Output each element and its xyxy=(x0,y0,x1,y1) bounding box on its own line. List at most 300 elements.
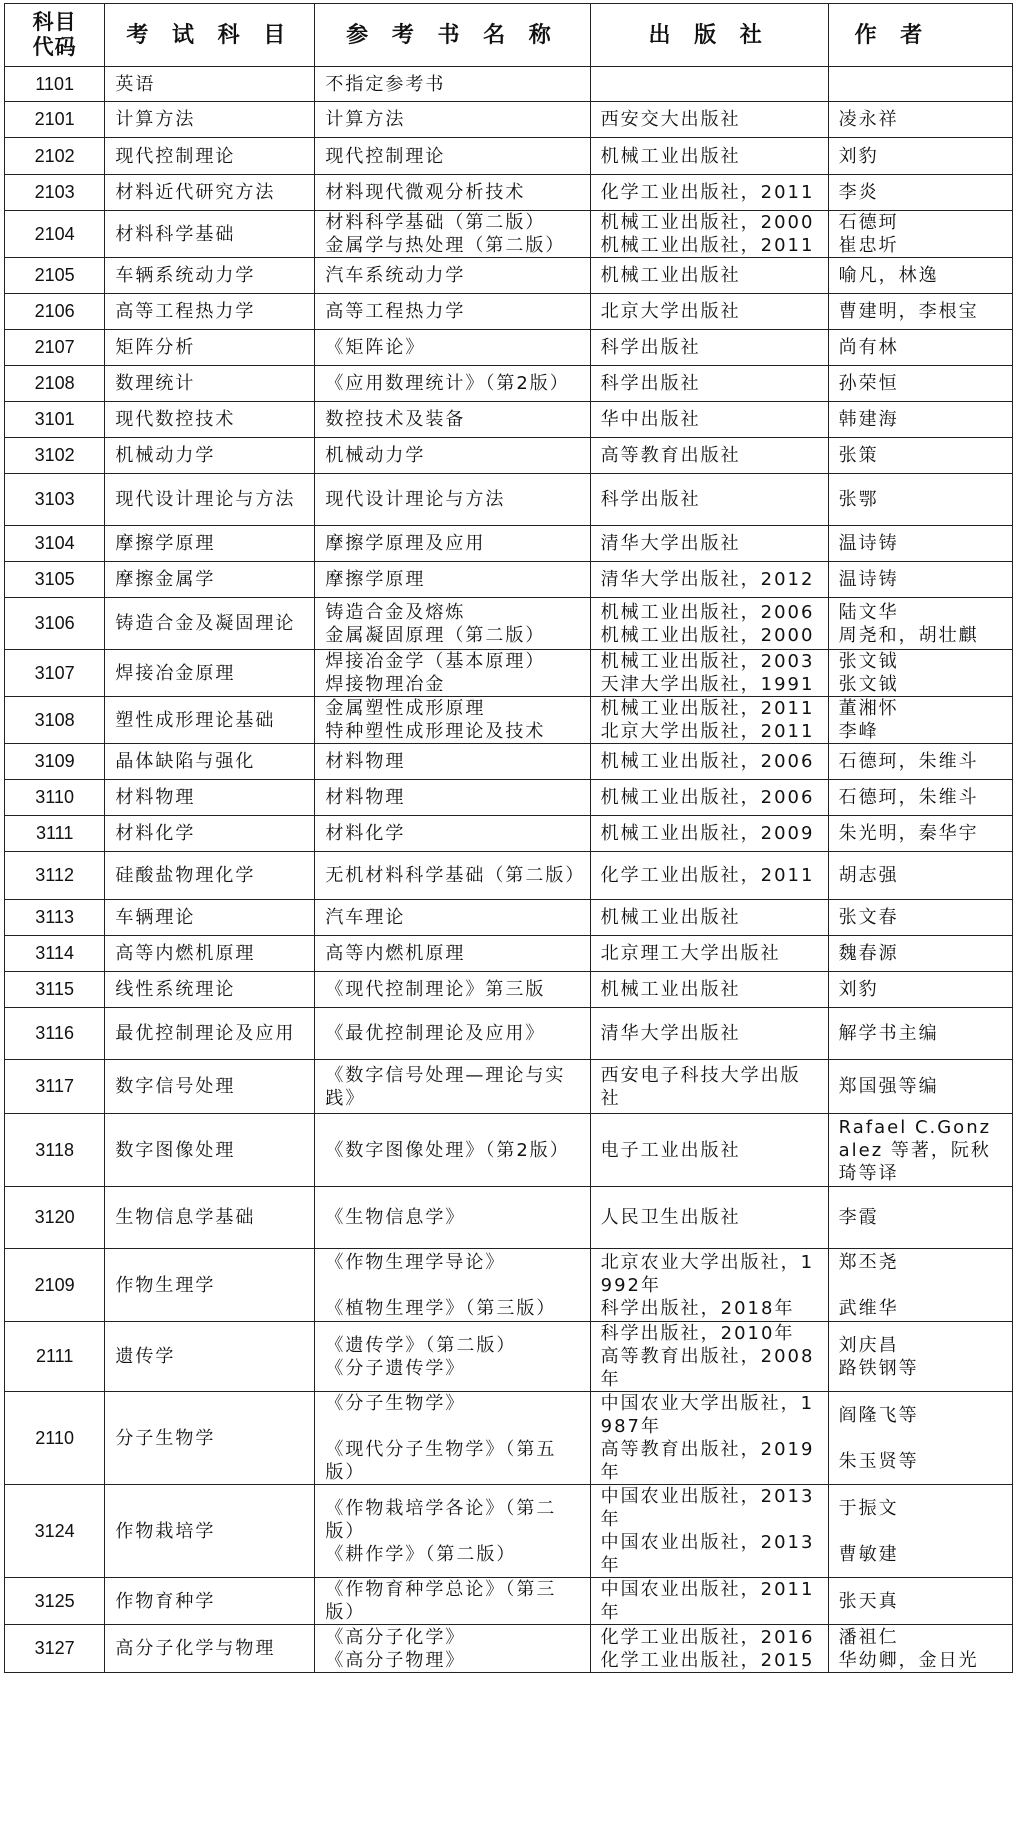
cell-author xyxy=(828,1485,1012,1578)
cell-code xyxy=(5,1392,105,1485)
cell-publisher xyxy=(590,900,828,936)
cell-code-text: 3104 xyxy=(34,533,75,553)
cell-publisher-text: 人民卫生出版社 xyxy=(600,1207,741,1228)
cell-code xyxy=(5,598,105,650)
cell-subject xyxy=(105,936,315,972)
cell-code-text: 2108 xyxy=(34,373,75,393)
table-row xyxy=(5,138,1013,175)
cell-publisher xyxy=(590,1249,828,1322)
cell-book-text: 金属塑性成形原理 特种塑性成形理论及技术 xyxy=(325,698,546,742)
cell-author xyxy=(828,102,1012,138)
cell-author xyxy=(828,438,1012,474)
cell-author-text: 张文钺 张文钺 xyxy=(838,651,899,695)
table-row xyxy=(5,294,1013,330)
header-publisher: 出 版 社 xyxy=(590,4,828,67)
cell-code-text: 2110 xyxy=(35,1427,75,1448)
cell-book xyxy=(315,1392,590,1485)
cell-subject-text: 材料科学基础 xyxy=(115,223,236,245)
cell-author xyxy=(828,402,1012,438)
cell-author-text: 温诗铸 xyxy=(838,533,899,554)
cell-book xyxy=(315,294,590,330)
cell-book-text: 《矩阵论》 xyxy=(325,337,426,358)
cell-code xyxy=(5,1008,105,1060)
cell-code-text: 3108 xyxy=(34,709,75,730)
table-row xyxy=(5,900,1013,936)
cell-publisher xyxy=(590,1008,828,1060)
cell-subject xyxy=(105,258,315,294)
cell-book xyxy=(315,697,590,744)
table-row xyxy=(5,697,1013,744)
cell-author xyxy=(828,852,1012,900)
cell-code xyxy=(5,852,105,900)
cell-code xyxy=(5,102,105,138)
cell-publisher xyxy=(590,330,828,366)
cell-book xyxy=(315,972,590,1008)
cell-subject-text: 现代数控技术 xyxy=(115,409,236,430)
cell-code-text: 3116 xyxy=(35,1023,75,1043)
cell-author xyxy=(828,780,1012,816)
cell-book-text: 《最优控制理论及应用》 xyxy=(325,1023,546,1044)
cell-code xyxy=(5,438,105,474)
header-row xyxy=(5,4,1013,67)
cell-subject-text: 数字图像处理 xyxy=(115,1139,236,1161)
cell-author-text: 刘豹 xyxy=(838,145,879,167)
cell-book-text: 《生物信息学》 xyxy=(325,1207,466,1228)
cell-code xyxy=(5,650,105,697)
cell-publisher-text: 清华大学出版社 xyxy=(600,533,741,554)
cell-code-text: 3127 xyxy=(34,1638,75,1658)
table-row xyxy=(5,1060,1013,1114)
cell-code xyxy=(5,1060,105,1114)
cell-author-text: Rafael C.Gonzalez 等著，阮秋琦等译 xyxy=(838,1116,992,1184)
cell-subject xyxy=(105,598,315,650)
cell-subject xyxy=(105,562,315,598)
cell-book-text: 汽车系统动力学 xyxy=(325,265,466,286)
cell-code-text: 3125 xyxy=(34,1590,75,1611)
reference-book-table xyxy=(4,3,1013,1673)
cell-code xyxy=(5,1485,105,1578)
cell-subject-text: 遗传学 xyxy=(115,1346,176,1367)
cell-book xyxy=(315,562,590,598)
cell-book xyxy=(315,1114,590,1187)
cell-author-text: 张策 xyxy=(838,445,879,466)
cell-publisher xyxy=(590,258,828,294)
cell-book xyxy=(315,780,590,816)
cell-publisher xyxy=(590,816,828,852)
cell-code xyxy=(5,258,105,294)
cell-publisher-text: 机械工业出版社，2000 机械工业出版社，2011 xyxy=(600,212,815,256)
cell-publisher-text: 化学工业出版社，2011 xyxy=(600,182,815,203)
cell-subject xyxy=(105,211,315,258)
cell-subject xyxy=(105,1187,315,1249)
cell-book xyxy=(315,211,590,258)
cell-author-text: 石德珂，朱维斗 xyxy=(838,751,979,772)
cell-author xyxy=(828,211,1012,258)
cell-author-text: 解学书主编 xyxy=(838,1023,939,1044)
cell-author-text: 张鄂 xyxy=(838,489,879,510)
cell-publisher xyxy=(590,1625,828,1673)
cell-subject-text: 材料物理 xyxy=(115,787,196,808)
cell-book-text: 数控技术及装备 xyxy=(325,409,466,430)
cell-publisher xyxy=(590,1060,828,1114)
cell-book-text: 《分子生物学》 《现代分子生物学》（第五版） xyxy=(325,1393,557,1483)
cell-book xyxy=(315,1060,590,1114)
cell-author-text: 李霞 xyxy=(838,1207,879,1228)
cell-publisher-text: 中国农业出版社，2013年 中国农业出版社，2013年 xyxy=(600,1486,815,1576)
cell-publisher xyxy=(590,67,828,102)
cell-subject xyxy=(105,366,315,402)
cell-subject-text: 车辆系统动力学 xyxy=(115,265,256,286)
cell-author xyxy=(828,1114,1012,1187)
cell-publisher-text: 科学出版社 xyxy=(600,489,701,510)
header-subject: 考 试 科 目 xyxy=(105,4,315,67)
cell-code xyxy=(5,1187,105,1249)
table-row xyxy=(5,562,1013,598)
cell-code-text: 3109 xyxy=(34,751,75,771)
cell-author-text: 刘庆昌 路铁钢等 xyxy=(838,1334,919,1379)
cell-code xyxy=(5,900,105,936)
cell-publisher-text: 机械工业出版社，2006 xyxy=(600,751,815,772)
cell-code xyxy=(5,816,105,852)
table-row xyxy=(5,1322,1013,1392)
cell-subject-text: 计算方法 xyxy=(115,109,196,130)
cell-code-text: 3107 xyxy=(34,662,75,683)
cell-author xyxy=(828,598,1012,650)
cell-author xyxy=(828,1392,1012,1485)
table-row xyxy=(5,852,1013,900)
cell-code xyxy=(5,1625,105,1673)
cell-subject-text: 塑性成形理论基础 xyxy=(115,709,276,731)
cell-code xyxy=(5,562,105,598)
cell-subject xyxy=(105,102,315,138)
cell-subject-text: 分子生物学 xyxy=(115,1427,216,1449)
cell-book-text: 现代设计理论与方法 xyxy=(325,489,506,510)
cell-subject-text: 摩擦金属学 xyxy=(115,569,216,590)
table-row xyxy=(5,1249,1013,1322)
cell-code-text: 3115 xyxy=(35,979,75,999)
cell-publisher-text: 中国农业出版社，2011年 xyxy=(600,1579,815,1623)
cell-publisher-text: 机械工业出版社，2006 机械工业出版社，2000 xyxy=(600,601,815,646)
cell-publisher xyxy=(590,936,828,972)
cell-book xyxy=(315,1485,590,1578)
cell-publisher-text: 西安电子科技大学出版社 xyxy=(600,1064,801,1109)
cell-publisher xyxy=(590,1187,828,1249)
cell-publisher xyxy=(590,650,828,697)
cell-book-text: 不指定参考书 xyxy=(325,73,446,95)
cell-subject-text: 材料近代研究方法 xyxy=(115,182,276,203)
header-book: 参 考 书 名 称 xyxy=(315,4,590,67)
cell-book xyxy=(315,526,590,562)
cell-book-text: 无机材料科学基础（第二版） xyxy=(325,865,586,886)
table-row xyxy=(5,402,1013,438)
cell-book-text: 《数字信号处理—理论与实践》 xyxy=(325,1064,566,1109)
cell-author xyxy=(828,972,1012,1008)
table-row xyxy=(5,1392,1013,1485)
cell-code xyxy=(5,1114,105,1187)
cell-author-text: 魏春源 xyxy=(838,943,899,964)
cell-book xyxy=(315,175,590,211)
cell-publisher-text: 化学工业出版社，2011 xyxy=(600,865,815,886)
cell-code-text: 3113 xyxy=(35,907,75,927)
table-row xyxy=(5,598,1013,650)
cell-publisher-text: 科学出版社 xyxy=(600,373,701,394)
cell-author xyxy=(828,258,1012,294)
cell-subject xyxy=(105,816,315,852)
cell-subject-text: 材料化学 xyxy=(115,823,196,844)
cell-book-text: 材料化学 xyxy=(325,823,406,844)
cell-publisher-text: 科学出版社，2010年 高等教育出版社，2008年 xyxy=(600,1323,815,1390)
cell-author-text: 胡志强 xyxy=(838,865,899,886)
table-row xyxy=(5,1485,1013,1578)
cell-subject xyxy=(105,900,315,936)
cell-author xyxy=(828,1322,1012,1392)
cell-code-text: 3124 xyxy=(34,1520,75,1541)
table-row xyxy=(5,816,1013,852)
table-row xyxy=(5,474,1013,526)
cell-author-text: 郑丕尧 武维华 xyxy=(838,1251,899,1319)
cell-code xyxy=(5,211,105,258)
cell-publisher-text: 机械工业出版社 xyxy=(600,907,741,928)
cell-publisher-text: 北京农业大学出版社，1992年 科学出版社，2018年 xyxy=(600,1251,815,1319)
table-body xyxy=(5,67,1013,1673)
cell-book xyxy=(315,1008,590,1060)
cell-subject xyxy=(105,1060,315,1114)
cell-code-text: 3106 xyxy=(34,613,75,633)
cell-code xyxy=(5,138,105,175)
cell-subject-text: 现代控制理论 xyxy=(115,145,236,167)
cell-book-text: 《遗传学》（第二版） 《分子遗传学》 xyxy=(325,1334,517,1379)
cell-book-text: 《数字图像处理》（第2版） xyxy=(325,1139,570,1161)
cell-subject-text: 作物生理学 xyxy=(115,1274,216,1296)
cell-subject xyxy=(105,294,315,330)
table-row xyxy=(5,102,1013,138)
cell-book xyxy=(315,816,590,852)
cell-book xyxy=(315,852,590,900)
cell-publisher-text: 北京理工大学出版社 xyxy=(600,943,781,964)
cell-book xyxy=(315,1322,590,1392)
cell-author xyxy=(828,816,1012,852)
cell-publisher-text: 机械工业出版社 xyxy=(600,265,741,286)
cell-book xyxy=(315,366,590,402)
cell-publisher xyxy=(590,438,828,474)
cell-publisher-text: 清华大学出版社 xyxy=(600,1023,741,1044)
cell-subject-text: 高等工程热力学 xyxy=(115,301,256,322)
cell-author-text: 朱光明，秦华宇 xyxy=(838,823,979,844)
table-row xyxy=(5,1187,1013,1249)
cell-code-text: 3105 xyxy=(34,569,75,589)
cell-author-text: 喻凡，林逸 xyxy=(838,265,939,286)
cell-author xyxy=(828,1060,1012,1114)
cell-publisher xyxy=(590,1578,828,1625)
cell-author-text: 阎隆飞等 朱玉贤等 xyxy=(838,1404,919,1472)
cell-code xyxy=(5,972,105,1008)
cell-author xyxy=(828,1008,1012,1060)
cell-subject-text: 数理统计 xyxy=(115,373,196,394)
cell-subject-text: 线性系统理论 xyxy=(115,979,236,1000)
cell-book-text: 材料科学基础（第二版） 金属学与热处理（第二版） xyxy=(325,212,566,256)
table-row xyxy=(5,526,1013,562)
cell-code xyxy=(5,936,105,972)
cell-author xyxy=(828,138,1012,175)
cell-subject xyxy=(105,1322,315,1392)
cell-code-text: 3120 xyxy=(34,1207,75,1227)
cell-publisher xyxy=(590,175,828,211)
cell-subject-text: 晶体缺陷与强化 xyxy=(115,751,256,772)
cell-code xyxy=(5,1322,105,1392)
cell-code-text: 3118 xyxy=(35,1139,75,1160)
table-row xyxy=(5,258,1013,294)
cell-subject-text: 矩阵分析 xyxy=(115,337,196,358)
table-row xyxy=(5,330,1013,366)
cell-code-text: 2101 xyxy=(34,109,75,129)
cell-subject-text: 现代设计理论与方法 xyxy=(115,489,296,510)
cell-subject-text: 硅酸盐物理化学 xyxy=(115,865,256,886)
cell-author xyxy=(828,936,1012,972)
cell-publisher xyxy=(590,852,828,900)
cell-book-text: 汽车理论 xyxy=(325,907,406,928)
cell-book xyxy=(315,102,590,138)
cell-book xyxy=(315,1249,590,1322)
cell-code-text: 3117 xyxy=(35,1076,75,1096)
cell-publisher xyxy=(590,138,828,175)
cell-code xyxy=(5,175,105,211)
cell-author xyxy=(828,1249,1012,1322)
cell-author xyxy=(828,294,1012,330)
cell-author-text: 于振文 曹敏建 xyxy=(838,1497,899,1565)
cell-code xyxy=(5,780,105,816)
cell-subject-text: 车辆理论 xyxy=(115,907,196,928)
cell-publisher-text: 清华大学出版社，2012 xyxy=(600,569,815,590)
table-row xyxy=(5,1008,1013,1060)
cell-code-text: 3110 xyxy=(35,787,75,807)
table-row xyxy=(5,211,1013,258)
table-row xyxy=(5,1625,1013,1673)
table-row xyxy=(5,780,1013,816)
cell-author xyxy=(828,366,1012,402)
cell-subject xyxy=(105,526,315,562)
cell-subject xyxy=(105,972,315,1008)
cell-book-text: 材料物理 xyxy=(325,787,406,808)
cell-book xyxy=(315,138,590,175)
cell-author-text: 张文春 xyxy=(838,907,899,928)
cell-publisher xyxy=(590,211,828,258)
cell-author-text: 郑国强等编 xyxy=(838,1076,939,1097)
cell-author-text: 刘豹 xyxy=(838,979,879,1000)
cell-code xyxy=(5,474,105,526)
cell-subject-text: 作物栽培学 xyxy=(115,1520,216,1542)
cell-author xyxy=(828,67,1012,102)
cell-author-text: 潘祖仁 华幼卿，金日光 xyxy=(838,1626,979,1671)
cell-publisher-text: 化学工业出版社，2016 化学工业出版社，2015 xyxy=(600,1626,815,1671)
cell-author-text: 李炎 xyxy=(838,182,879,203)
cell-code-text: 3103 xyxy=(34,489,75,509)
cell-subject xyxy=(105,1392,315,1485)
cell-author xyxy=(828,1187,1012,1249)
cell-publisher-text: 机械工业出版社，2009 xyxy=(600,823,815,844)
cell-subject xyxy=(105,330,315,366)
cell-book-text: 高等工程热力学 xyxy=(325,301,466,322)
cell-publisher-text: 机械工业出版社 xyxy=(600,979,741,1000)
cell-subject-text: 英语 xyxy=(115,73,156,95)
cell-book-text: 铸造合金及熔炼 金属凝固原理（第二版） xyxy=(325,601,546,646)
cell-book xyxy=(315,330,590,366)
cell-author-text: 石德珂，朱维斗 xyxy=(838,787,979,808)
cell-publisher xyxy=(590,1392,828,1485)
cell-book xyxy=(315,474,590,526)
cell-subject xyxy=(105,1008,315,1060)
cell-author xyxy=(828,650,1012,697)
cell-code-text: 2102 xyxy=(34,145,75,166)
cell-code xyxy=(5,1249,105,1322)
cell-author-text: 陆文华 周尧和，胡壮麒 xyxy=(838,601,979,646)
cell-publisher xyxy=(590,972,828,1008)
cell-author xyxy=(828,474,1012,526)
cell-code-text: 2106 xyxy=(34,301,75,321)
cell-code xyxy=(5,402,105,438)
cell-book xyxy=(315,1625,590,1673)
cell-subject xyxy=(105,438,315,474)
cell-author-text: 孙荣恒 xyxy=(838,373,899,394)
cell-book-text: 焊接冶金学（基本原理） 焊接物理冶金 xyxy=(325,651,546,695)
cell-code xyxy=(5,526,105,562)
header-author: 作 者 xyxy=(828,4,1012,67)
cell-book xyxy=(315,258,590,294)
cell-book-text: 《作物生理学导论》 《植物生理学》（第三版） xyxy=(325,1251,557,1319)
cell-code xyxy=(5,366,105,402)
cell-publisher-text: 西安交大出版社 xyxy=(600,109,741,130)
table-row xyxy=(5,972,1013,1008)
cell-author-text: 张天真 xyxy=(838,1590,899,1612)
cell-author xyxy=(828,697,1012,744)
cell-subject-text: 铸造合金及凝固理论 xyxy=(115,613,296,634)
cell-author-text: 石德珂 崔忠圻 xyxy=(838,212,899,256)
cell-publisher xyxy=(590,697,828,744)
cell-publisher xyxy=(590,598,828,650)
cell-publisher-text: 电子工业出版社 xyxy=(600,1139,741,1161)
cell-code xyxy=(5,294,105,330)
cell-book xyxy=(315,936,590,972)
cell-book-text: 现代控制理论 xyxy=(325,145,446,167)
cell-subject xyxy=(105,780,315,816)
cell-code-text: 3114 xyxy=(35,943,75,963)
cell-author xyxy=(828,744,1012,780)
cell-author-text: 尚有林 xyxy=(838,337,899,358)
cell-subject xyxy=(105,402,315,438)
cell-subject-text: 生物信息学基础 xyxy=(115,1207,256,1228)
table-row xyxy=(5,67,1013,102)
cell-code-text: 2104 xyxy=(34,223,75,244)
cell-subject-text: 机械动力学 xyxy=(115,445,216,466)
cell-publisher-text: 科学出版社 xyxy=(600,337,701,358)
cell-publisher xyxy=(590,294,828,330)
table-row xyxy=(5,438,1013,474)
table-row xyxy=(5,936,1013,972)
cell-publisher-text: 中国农业大学出版社，1987年 高等教育出版社，2019年 xyxy=(600,1393,815,1483)
cell-author xyxy=(828,1625,1012,1673)
cell-book-text: 《应用数理统计》（第2版） xyxy=(325,373,570,394)
cell-book-text: 《作物栽培学各论》（第二版） 《耕作学》（第二版） xyxy=(325,1497,557,1565)
cell-code-text: 3102 xyxy=(34,445,75,465)
cell-book-text: 《高分子化学》 《高分子物理》 xyxy=(325,1626,466,1671)
cell-code xyxy=(5,330,105,366)
cell-publisher xyxy=(590,402,828,438)
cell-subject xyxy=(105,474,315,526)
cell-book-text: 材料物理 xyxy=(325,751,406,772)
cell-author-text: 董湘怀 李峰 xyxy=(838,698,899,742)
cell-subject xyxy=(105,650,315,697)
cell-publisher xyxy=(590,1322,828,1392)
cell-subject xyxy=(105,175,315,211)
